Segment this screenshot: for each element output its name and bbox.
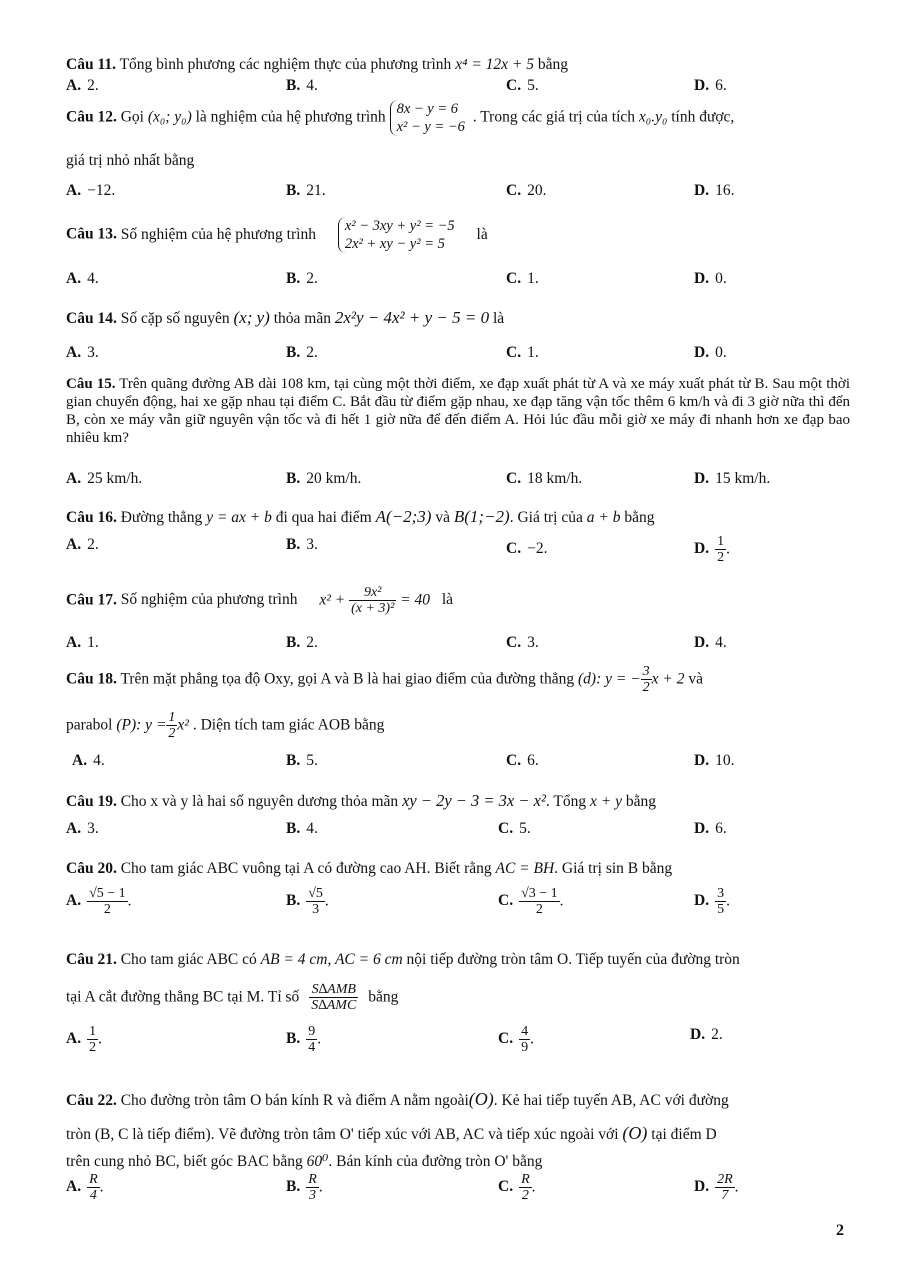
question-text: tại A cắt đường thẳng BC tại M. Tỉ số — [66, 988, 300, 1006]
equation: 60⁰ — [306, 1153, 329, 1170]
options-21 — [66, 1024, 856, 1068]
equation: x⁴ = 12x + 5 — [455, 56, 535, 73]
option-a[interactable]: A. −12. — [66, 182, 116, 199]
equation: x² — [177, 716, 189, 734]
question-12 — [66, 100, 856, 136]
question-text: . Tổng — [545, 793, 587, 810]
equation: (x; y) — [233, 308, 270, 327]
option-a[interactable]: A. 25 km/h. — [66, 470, 143, 487]
question-text: . Trong các giá trị của tích — [472, 108, 636, 126]
option-a[interactable]: A. $\frac{R}{4}$ . — [66, 1172, 104, 1204]
question-text: Số nghiệm của hệ phương trình — [120, 225, 316, 243]
option-c[interactable]: C. 1. — [506, 270, 539, 287]
question-text: parabol — [66, 716, 113, 734]
question-22-cont — [66, 1121, 856, 1146]
question-text: bằng — [624, 509, 655, 526]
options-19 — [66, 820, 856, 842]
option-a[interactable]: A. 2. — [66, 536, 99, 553]
question-text: . Bán kính của đường tròn O' bằng — [328, 1153, 543, 1170]
question-12-cont — [66, 151, 856, 172]
question-text: Số nghiệm của phương trình — [120, 591, 298, 609]
question-22 — [66, 1087, 856, 1112]
question-label: Câu 12. — [66, 108, 117, 126]
option-a[interactable]: A. 4. — [72, 752, 105, 769]
option-c[interactable]: C. 5. — [506, 77, 539, 94]
equation: x² + — [319, 591, 346, 609]
options-12 — [66, 182, 856, 204]
question-13 — [66, 217, 856, 253]
option-d[interactable]: D. 2. — [690, 1026, 723, 1043]
equation: B(1;−2) — [453, 507, 510, 526]
equation: xy − 2y − 3 = 3x − x² — [402, 791, 546, 810]
equation-fraction: $\frac{\text{9x²}}{\text{(x + 3)²}}$ — [351, 585, 395, 617]
question-label: Câu 20. — [66, 860, 117, 877]
equation-fraction: $\frac{3}{2}$ — [642, 664, 650, 696]
option-c[interactable]: C. 1. — [506, 344, 539, 361]
options-18 — [66, 752, 856, 774]
equation: a + b — [586, 509, 621, 526]
equation-system: x² − 3xy + y² = −5 2x² + xy − y² = 5 — [338, 217, 459, 253]
question-text: và — [435, 509, 450, 526]
equation: (P): y = — [116, 716, 167, 734]
question-text: bằng — [537, 56, 569, 73]
question-text: Số cặp số nguyên — [120, 310, 230, 327]
option-d[interactable]: D. $\frac{2R}{7}$ . — [694, 1172, 739, 1204]
question-20 — [66, 859, 856, 880]
question-text: thỏa mãn — [273, 310, 331, 327]
question-text: là nghiệm của hệ phương trình — [195, 108, 386, 126]
question-text: là — [476, 225, 488, 243]
option-b[interactable]: B. 5. — [286, 752, 318, 769]
options-15 — [66, 470, 856, 492]
question-text: . Giá trị của — [509, 509, 583, 526]
question-text: Cho tam giác ABC có — [120, 951, 257, 968]
equation: 2x²y − 4x² + y − 5 = 0 — [334, 308, 490, 327]
question-text: trên cung nhỏ BC, biết góc BAC bằng — [66, 1153, 303, 1170]
option-d[interactable]: D. 10. — [694, 752, 735, 769]
option-b[interactable]: B. $\frac{√5}{3}$ . — [286, 886, 329, 918]
option-c[interactable]: C. 20. — [506, 182, 547, 199]
question-text: Cho x và y là hai số nguyên dương thỏa mãn — [120, 793, 399, 810]
equation: y = ax + b — [206, 509, 272, 526]
option-b[interactable]: B. 4. — [286, 820, 318, 837]
question-text: tính được, — [671, 108, 735, 126]
option-a[interactable]: A. 4. — [66, 270, 99, 287]
option-a[interactable]: A. $\frac{√5 - 1}{2}$ . — [66, 886, 132, 918]
option-b[interactable]: B. $\frac{9}{4}$ . — [286, 1024, 322, 1056]
option-c[interactable]: C. $\frac{4}{9}$ . — [498, 1024, 534, 1056]
question-label: Câu 17. — [66, 591, 117, 609]
option-d[interactable]: D. 6. — [694, 820, 727, 837]
option-d[interactable]: D. 0. — [694, 270, 727, 287]
question-19 — [66, 790, 856, 813]
question-label: Câu 22. — [66, 1092, 117, 1109]
option-c[interactable]: C. 6. — [506, 752, 539, 769]
option-c[interactable]: C. 5. — [498, 820, 531, 837]
options-17 — [66, 634, 856, 656]
question-21 — [66, 950, 856, 971]
option-b[interactable]: B. $\frac{R}{3}$ . — [286, 1172, 323, 1204]
option-b[interactable]: B. 20 km/h. — [286, 470, 362, 487]
options-13 — [66, 270, 856, 292]
equation: (O) — [468, 1089, 494, 1109]
equation: AC = BH — [495, 860, 555, 877]
question-text: bằng — [368, 988, 399, 1006]
question-text: . Giá trị sin B bằng — [554, 860, 673, 877]
question-text: . Kẻ hai tiếp tuyến AB, AC với đường — [493, 1092, 729, 1109]
question-label: Câu 16. — [66, 509, 117, 526]
options-20 — [66, 886, 856, 934]
equation: (x₀; y₀) — [147, 108, 192, 126]
question-text: là — [492, 310, 505, 327]
option-b[interactable]: B. 2. — [286, 344, 318, 361]
question-text: tròn (B, C là tiếp điểm). Vẽ đường tròn tâm O' tiếp xúc với AB, AC và tiếp xúc ngoài với — [66, 1126, 619, 1143]
question-label: Câu 13. — [66, 225, 117, 243]
equation: x + 2 — [651, 670, 685, 688]
option-c[interactable]: C. 3. — [506, 634, 539, 651]
question-text: đi qua hai điểm — [275, 509, 372, 526]
question-text: nội tiếp đường tròn tâm O. Tiếp tuyến của đường tròn — [406, 951, 740, 968]
question-text: . Diện tích tam giác AOB bằng — [192, 716, 385, 734]
question-18-cont — [66, 710, 856, 742]
equation: x₀.y₀ — [638, 108, 668, 126]
question-text: Đường thẳng — [120, 509, 203, 526]
page-number: 2 — [836, 1222, 844, 1239]
question-text: bằng — [625, 793, 656, 810]
option-c[interactable]: C. 18 km/h. — [506, 470, 583, 487]
question-text: Cho đường tròn tâm O bán kính R và điểm A nằm ngoài — [120, 1092, 469, 1109]
option-b[interactable]: B. 2. — [286, 634, 318, 651]
question-text: và — [688, 670, 704, 688]
question-label: Câu 19. — [66, 793, 117, 810]
question-text: Cho tam giác ABC vuông tại A có đường cao AH. Biết rằng — [120, 860, 492, 877]
option-a[interactable]: A. 1. — [66, 634, 99, 651]
option-c[interactable]: C. $\frac{√3 - 1}{2}$ . — [498, 886, 564, 918]
equation: = 40 — [400, 591, 430, 609]
equation: x + y — [590, 793, 622, 810]
equation-fraction: $\frac{\text{S∆AMB}}{\text{S∆AMC}}$ — [311, 982, 357, 1014]
question-11 — [66, 55, 856, 76]
option-c[interactable]: C. −2. — [506, 540, 548, 557]
question-text: giá trị nhỏ nhất bằng — [66, 152, 195, 169]
option-b[interactable]: B. 21. — [286, 182, 326, 199]
question-18 — [66, 664, 856, 696]
question-label: Câu 18. — [66, 670, 117, 688]
options-11 — [66, 77, 856, 99]
question-15 — [66, 375, 850, 447]
option-a[interactable]: A. 2. — [66, 77, 99, 94]
option-d[interactable]: D. 6. — [694, 77, 727, 94]
question-16 — [66, 506, 856, 529]
option-d[interactable]: D. 16. — [694, 182, 735, 199]
equation-fraction: $\frac{1}{2}$ — [168, 710, 176, 742]
question-label: Câu 21. — [66, 951, 117, 968]
options-22 — [66, 1172, 856, 1216]
option-a[interactable]: A. 3. — [66, 344, 99, 361]
equation: (d): y = − — [578, 670, 641, 688]
option-c[interactable]: C. $\frac{R}{2}$ . — [498, 1172, 536, 1204]
question-text: Trên mặt phẳng tọa độ Oxy, gọi A và B là hai giao điểm của đường thẳng — [120, 670, 575, 688]
question-17 — [66, 585, 856, 617]
option-a[interactable]: A. $\frac{1}{2}$ . — [66, 1024, 102, 1056]
question-22-cont2 — [66, 1152, 856, 1173]
option-b[interactable]: B. 2. — [286, 270, 318, 287]
question-text: Tổng bình phương các nghiệm thực của phương trình — [119, 56, 452, 73]
question-label: Câu 14. — [66, 310, 117, 327]
question-label: Câu 11. — [66, 56, 116, 73]
option-d[interactable]: D. 15 km/h. — [694, 470, 771, 487]
question-text: là — [441, 591, 454, 609]
question-text: Gọi — [120, 108, 144, 126]
question-label: Câu 15. — [66, 376, 116, 392]
question-14 — [66, 307, 856, 330]
option-d[interactable]: D. $\frac{1}{2}$ . — [694, 534, 730, 566]
question-text: Trên quãng đường AB dài 108 km, tại cùng một thời điểm, xe đạp xuất phát từ A và xe máy xuất phát từ B. Sau một thời gian chuyển động, hai xe gặp nhau tại điểm C. Bắt đầu từ điểm gặp nhau, xe đạp tăng vận tốc thêm 6 km/h và đi 3 giờ nữa thì đến B, còn xe máy vẫn giữ nguyên vận tốc và đi hết 1 giờ nữa để đến điểm A. Hỏi lúc đầu mỗi giờ xe máy đi nhanh hơn xe đạp bao nhiêu km? — [66, 376, 850, 446]
option-d[interactable]: D. 0. — [694, 344, 727, 361]
option-d[interactable]: D. 4. — [694, 634, 727, 651]
question-text: tại điểm D — [651, 1126, 717, 1143]
options-14 — [66, 344, 856, 366]
options-16 — [66, 536, 856, 576]
equation: AB = 4 cm, AC = 6 cm — [260, 951, 403, 968]
option-a[interactable]: A. 3. — [66, 820, 99, 837]
option-b[interactable]: B. 3. — [286, 536, 318, 553]
equation-system: 8x − y = 6 x² − y = −6 — [390, 100, 469, 136]
equation: A(−2;3) — [375, 507, 432, 526]
option-b[interactable]: B. 4. — [286, 77, 318, 94]
option-d[interactable]: D. $\frac{3}{5}$ . — [694, 886, 730, 918]
question-21-cont — [66, 982, 856, 1014]
equation: (O) — [622, 1123, 648, 1143]
